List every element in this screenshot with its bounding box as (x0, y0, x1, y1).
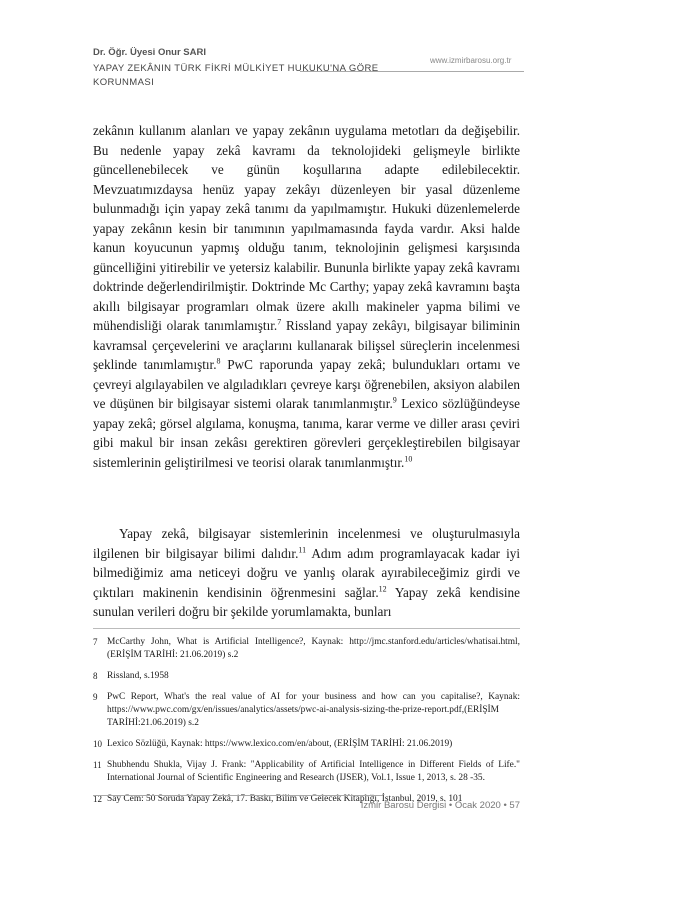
footnote-number: 7 (93, 637, 98, 647)
footnote-text: Lexico Sözlüğü, Kaynak: https://www.lexico.com/en/about, (ERİŞİM TARİHİ: 21.06.2019) (107, 739, 453, 749)
footnote-number: 11 (93, 760, 102, 770)
footnote-number: 9 (93, 692, 98, 702)
footnote-text: PwC Report, What's the real value of AI for your business and how can you capitalise?, Kaynak: https://www.pwc.com/gx/en/issues/analytics/assets/pwc-ai-analysis-sizing-the-prize-report.pdf,(ERİŞİM TARİHİ:21.06.2019) s.2 (107, 692, 520, 728)
footnote (93, 670, 520, 683)
paragraph-2 (93, 524, 520, 622)
footnote (93, 691, 520, 730)
paragraph-text: Rissland yapay zekâyı, bilgisayar biliminin kavramsal çerçevelerini ve araçlarını kullanarak bilişsel süreçlerin incelenmesi şeklinde tanımlamıştır. (93, 318, 520, 372)
paragraph-1 (93, 121, 520, 472)
footnote-ref-7[interactable]: 7 (277, 317, 282, 327)
footnote-text: McCarthy John, What is Artificial Intelligence?, Kaynak: http://jmc.stanford.edu/articles/whatisai.html, (ERİŞİM TARİHİ: 21.06.2019) s.2 (107, 637, 520, 660)
footnote-text: Shubhendu Shukla, Vijay J. Frank: "Applicability of Artificial Intelligence in Different Fields of Life." International Journal of Scientific Engineering and Research (IJSER), Vol.1, Issue 1, 2013, s. 28 -35. (107, 760, 520, 783)
paragraph-text: Yapay zekâ, bilgisayar sistemlerinin incelenmesi ve oluşturulmasıyla ilgilenen bir bilgisayar bilimi dalıdır. (93, 526, 520, 561)
footnote-ref-9[interactable]: 9 (392, 395, 397, 405)
footnote-ref-8[interactable]: 8 (216, 356, 221, 366)
footnote-number: 8 (93, 671, 98, 681)
paragraph-text: Yapay zekâ kendisine sunulan verileri doğru bir şekilde yorumlamakta, bunları (93, 584, 520, 619)
footnote (93, 636, 520, 662)
header-divider (300, 71, 524, 72)
footnote-text: Say Cem: 50 Soruda Yapay Zekâ, 17. Baskı, Bilim ve Gelecek Kitaplığı, İstanbul, 2019, s. 101 (107, 794, 463, 804)
footnote (93, 738, 520, 751)
paragraph-text: zekânın kullanım alanları ve yapay zekânın uygulama metotları da değişebilir. Bu nedenle yapay zekâ kavramı da teknolojideki gelişmeyle birlikte güncellenebilecek ve günün koşullarına adapte edilebilecektir. Mevzuatımızdaysa henüz yapay zekâyı düzenleyen bir yasal düzenleme bulunmadığı için yapay zekâ tanımı da yapılmamıştır. Hukuki düzenlemelerde yapay zekânın kesin bir tanımının yapılmamasında fayda vardır. Aksi halde kanun koyucunun yapmış olduğu tanım, teknolojinin gelişmesi karşısında güncelliğini yitirebilir ve yetersiz kalabilir. Bununla birlikte yapay zekâ kavramı doktrinde değerlendirilmiştir. Doktrinde Mc Carthy; yapay zekâ kavramını başta akıllı bilgisayar programları olmak üzere akıllı makineler yapma bilimi ve mühendisliği olarak tanımlamıştır. (93, 123, 520, 333)
header-site-link[interactable]: www.izmirbarosu.org.tr (430, 56, 512, 65)
page-footer: İzmir Barosu Dergisi • Ocak 2020 • 57 (360, 800, 520, 811)
footnote-number: 10 (93, 739, 102, 749)
footer-divider (93, 795, 383, 796)
header-title: YAPAY ZEKÂNIN TÜRK FİKRİ MÜLKİYET HUKUKU'NA GÖRE KORUNMASI (93, 63, 379, 88)
footnotes (93, 636, 520, 814)
footnote (93, 759, 520, 785)
footnote-number: 12 (93, 794, 102, 804)
footnote-ref-10[interactable]: 10 (404, 454, 413, 464)
footnote-ref-12[interactable]: 12 (378, 584, 387, 594)
footnote-text: Rissland, s.1958 (107, 671, 169, 681)
paragraph-text: PwC raporunda yapay zekâ; bulundukları ortamı ve çevreyi algılayabilen ve algıladıkları çevreye karşı öğrenebilen, aksiyon alabilen ve düşünen bir bilgisayar sistemi olarak tanımlanmıştır. (93, 357, 520, 411)
paragraph-text: Lexico sözlüğündeyse yapay zekâ; görsel algılama, konuşma, tanıma, karar verme ve diller arası çeviri gibi makul bir insan zekâsı gerektiren görevleri gerçekleştirebilen bilgisayar sistemlerinin geliştirilmesi ve teorisi olarak tanımlanmıştır. (93, 396, 520, 470)
footnote-ref-11[interactable]: 11 (298, 545, 307, 555)
header-author: Dr. Öğr. Üyesi Onur SARI (93, 47, 206, 58)
paragraph-text: Adım adım programlayacak kadar iyi bilmediğimiz ama neticeyi doğru ve yanlış olarak ayırabileceğimiz girdi ve çıktıları makinenin kendisinin öğrenmesini sağlar. (93, 545, 520, 600)
footnote-divider (93, 628, 520, 629)
